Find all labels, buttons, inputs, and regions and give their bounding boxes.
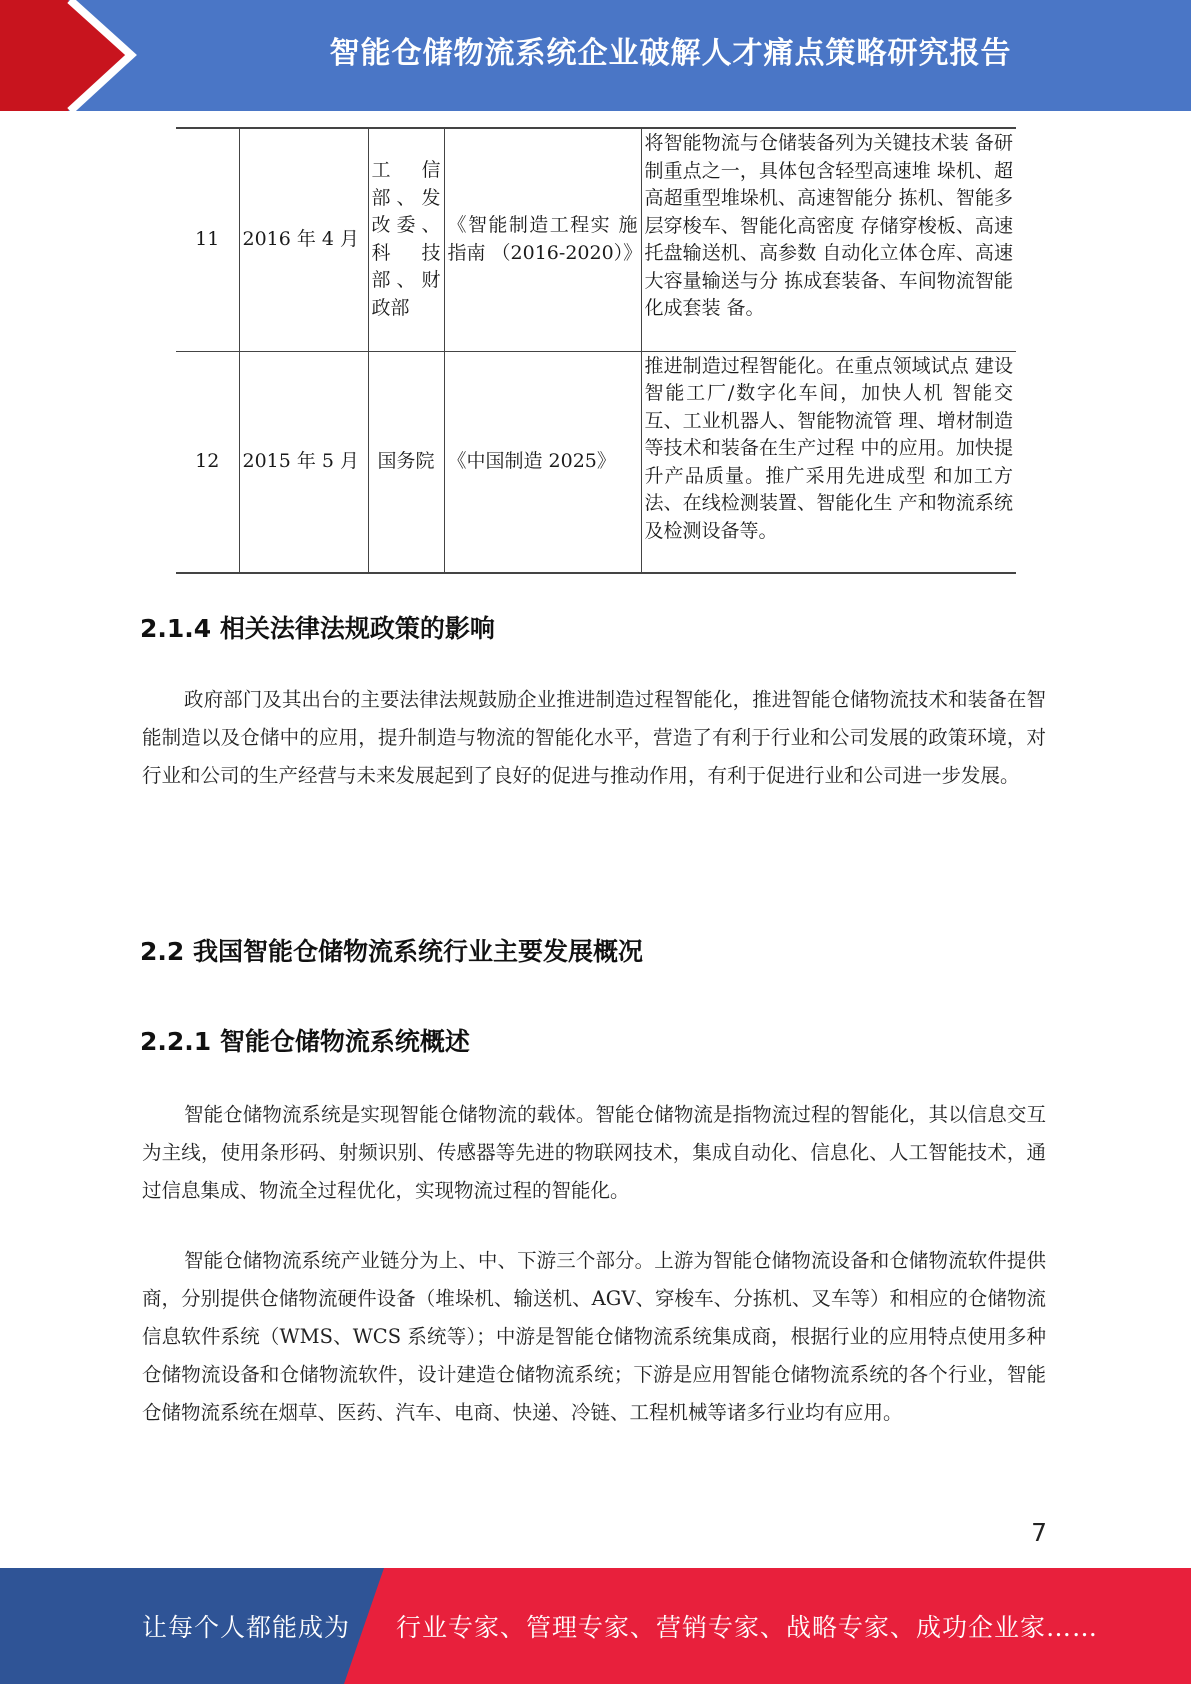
section-paragraph: 智能仓储物流系统产业链分为上、中、下游三个部分。上游为智能仓储物流设备和仓储物流软件提供商，分别提供仓储物流硬件设备（堆垛机、输送机、AGV、穿梭车、分拣机、叉车等）和相应的仓储物流信息软件系统（WMS、WCS 系统等）；中游是智能仓储物流系统集成商，根据行业的应用特点使用多种仓储物流设备和仓储物流软件，设计建造仓储物流系统；下游是应用智能仓储物流系统的各个行业，智能仓储物流系统在烟草、医药、汽车、电商、快递、冷链、工程机械等诸多行业均有应用。	[142, 1249, 1046, 1424]
policy-table	[176, 127, 1016, 574]
policy-document: 《智能制造工程实 施指南 （2016-2020）》	[444, 128, 641, 351]
issuing-department: 工 信部、发改委、科技部、财政部	[368, 128, 444, 351]
section-heading-2-2: 2.2 我国智能仓储物流系统行业主要发展概况	[140, 937, 643, 966]
row-number: 12	[176, 351, 239, 573]
policy-document: 《中国制造 2025》	[444, 351, 641, 573]
policy-description: 将智能物流与仓储装备列为关键技术装 备研制重点之一，具体包含轻型高速堆 垛机、超高超重型堆垛机、高速智能分 拣机、智能多层穿梭车、智能化高密度 存储穿梭板、高速托盘输送机、高参数 自动化立体仓库、高速大容量输送与分 拣成套装备、车间物流智能化成套装 备。	[641, 128, 1016, 351]
footer-slogan-right: 行业专家、管理专家、营销专家、战略专家、成功企业家……	[396, 1613, 1099, 1642]
section-paragraph: 政府部门及其出台的主要法律法规鼓励企业推进制造过程智能化，推进智能仓储物流技术和装备在智能制造以及仓储中的应用，提升制造与物流的智能化水平，营造了有利于行业和公司发展的政策环境，对行业和公司的生产经营与未来发展起到了良好的促进与推动作用，有利于促进行业和公司进一步发展。	[142, 688, 1046, 787]
section-heading-2-2-1: 2.2.1 智能仓储物流系统概述	[140, 1027, 470, 1056]
table-row	[176, 128, 1016, 351]
policy-description: 推进制造过程智能化。在重点领域试点 建设智能工厂/数字化车间，加快人机 智能交互、工业机器人、智能物流管 理、增材制造等技术和装备在生产过程 中的应用。加快提升产品质量。推广采用先进成型 和加工方法、在线检测装置、智能化生 产和物流系统及检测设备等。	[641, 351, 1016, 573]
page-number: 7	[1031, 1518, 1047, 1547]
section-heading-2-1-4: 2.1.4 相关法律法规政策的影响	[140, 614, 495, 643]
issuing-department: 国务院	[368, 351, 444, 573]
release-date: 2016 年 4 月	[239, 128, 368, 351]
report-title: 智能仓储物流系统企业破解人才痛点策略研究报告	[329, 36, 1012, 71]
page-footer-banner	[0, 1568, 1191, 1684]
section-paragraph: 智能仓储物流系统是实现智能仓储物流的载体。智能仓储物流是指物流过程的智能化，其以信息交互为主线，使用条形码、射频识别、传感器等先进的物联网技术，集成自动化、信息化、人工智能技术，通过信息集成、物流全过程优化，实现物流过程的智能化。	[142, 1103, 1046, 1202]
row-number: 11	[176, 128, 239, 351]
footer-slogan-left: 让每个人都能成为	[142, 1613, 351, 1642]
table-row	[176, 351, 1016, 573]
header-chevron-icon	[0, 0, 150, 111]
release-date: 2015 年 5 月	[239, 351, 368, 573]
page-header-banner	[0, 0, 1191, 111]
